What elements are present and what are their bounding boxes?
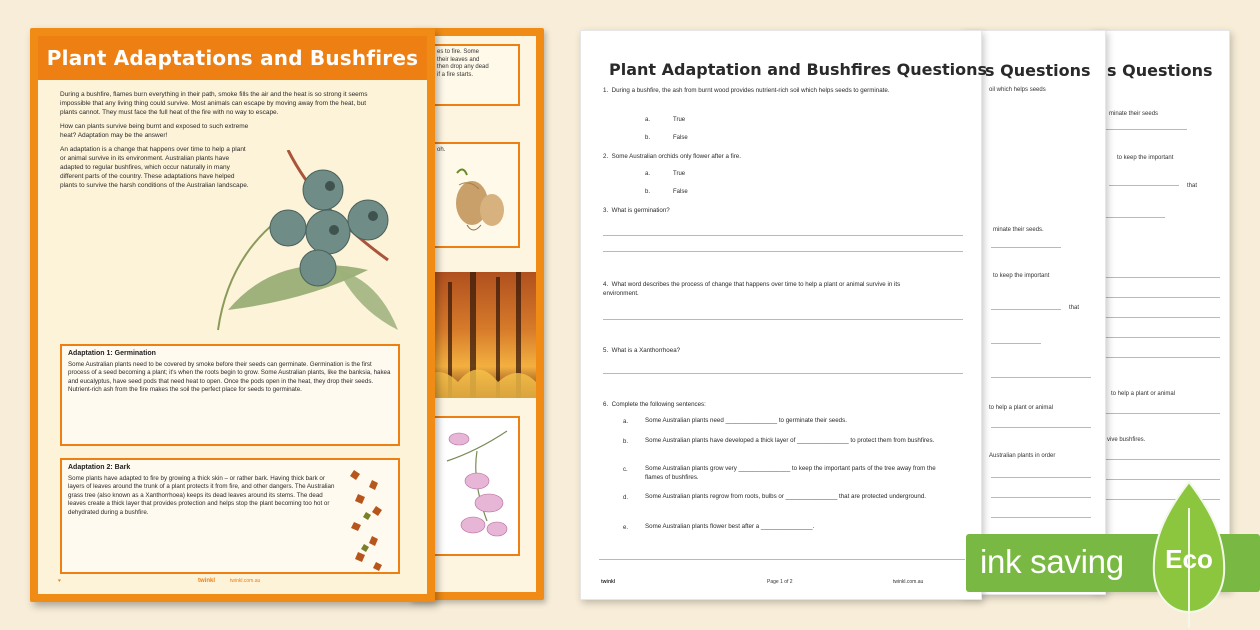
- page-number: Page 1 of 2: [767, 579, 793, 585]
- question-text: What is a Xanthorrhoea?: [611, 347, 681, 354]
- page2-text-line: their leaves and: [437, 56, 480, 63]
- footer-divider: [599, 559, 965, 560]
- question-1: [603, 87, 903, 96]
- sentence-d: Some Australian plants regrow from roots, bulbs or _______________ that are protected underground.: [645, 493, 927, 500]
- answer-line: [1105, 317, 1220, 318]
- question-number: 5.: [603, 347, 609, 354]
- answer-line: [1105, 357, 1220, 358]
- worksheet-body: [38, 80, 427, 594]
- fragment-text: to help a plant or animal: [989, 405, 1054, 411]
- worksheet-page-2-body: [418, 36, 536, 592]
- answer-line: [991, 517, 1091, 518]
- answer-line[interactable]: [603, 373, 963, 374]
- adaptation-1-box: [60, 344, 400, 446]
- page2-fire-forest-image: [418, 272, 536, 398]
- fragment-text: Australian plants in order: [989, 453, 1056, 459]
- option-true[interactable]: True: [673, 117, 686, 123]
- burning-trees-icon: [418, 272, 536, 398]
- adaptation-2-box: [60, 458, 400, 574]
- question-text: Some Australian orchids only flower after a fire.: [611, 153, 741, 160]
- questions-page-2-title: s Questions: [985, 61, 1091, 80]
- eco-label: Eco: [1165, 544, 1213, 574]
- footer-brand: twinkl: [198, 578, 216, 584]
- answer-line: [1109, 185, 1179, 186]
- orchid-illustration-icon: [437, 421, 520, 553]
- sentence-letter: c.: [623, 467, 628, 473]
- fragment-text: to help a plant or animal: [1111, 391, 1176, 397]
- question-6: [603, 401, 923, 410]
- answer-line: [1105, 217, 1165, 218]
- intro-paragraph: An adaptation is a change that happens over time to help a plant or animal survive in its environment. Australian plants have adapted to regular bushfires, which occur naturally in many different parts of the country. These adaptations have helped plants to survive the harsh conditions of the Australian landscape.: [60, 146, 249, 189]
- answer-line[interactable]: [603, 235, 963, 236]
- option-letter: a.: [645, 171, 651, 177]
- footer-url: twinkl.com.au: [230, 578, 261, 584]
- answer-line: [1103, 129, 1187, 130]
- question-3: [603, 207, 923, 216]
- adaptation-1-text: Some Australian plants need to be covered by smoke before their seeds can germinate. Germination is the first process of a seed becoming a plant; it's when the roots begin to grow. Some Australian plants, like the banksia, hakea and eucalyptus, have seed pods that need heat to open. Once the pods open in the heat, they drop their seeds. Nutrient-rich ash from the fire makes the soil the perfect place for seeds to germinate.: [68, 360, 391, 394]
- sentence-letter: a.: [623, 419, 629, 425]
- page2-bulb-box: [432, 142, 520, 248]
- answer-line: [1105, 459, 1220, 460]
- option-letter: b.: [645, 135, 651, 141]
- answer-line: [1105, 297, 1220, 298]
- option-false[interactable]: False: [673, 135, 688, 141]
- falling-leaves-icon: [346, 466, 388, 572]
- worksheet-page-1: [30, 28, 435, 602]
- sentence-a: Some Australian plants need _______________ to germinate their seeds.: [645, 417, 847, 424]
- ink-saving-label: ink saving: [980, 543, 1124, 580]
- sentence-c: Some Australian plants grow very _______________ to keep the important parts of the tree away from the flames of bushfires.: [645, 465, 936, 481]
- page2-text-line: oh.: [437, 147, 446, 153]
- fragment-text: that: [1187, 183, 1198, 189]
- page2-text-box-1: [432, 44, 520, 106]
- footer-url: twinkl.com.au: [893, 579, 924, 585]
- sentence-b: Some Australian plants have developed a thick layer of _______________ to protect them from bushfires.: [645, 437, 935, 444]
- question-text: What word describes the process of change that happens over time to help a plant or animal survive in its environment.: [603, 281, 901, 297]
- fragment-text: to keep the important: [993, 273, 1050, 279]
- adaptation-1-heading: Adaptation 1: Germination: [68, 350, 156, 357]
- answer-line: [1105, 413, 1220, 414]
- question-number: 1.: [603, 87, 609, 94]
- sentence-letter: e.: [623, 525, 629, 531]
- answer-line: [1105, 277, 1220, 278]
- gum-nut-illustration-icon: [208, 150, 408, 340]
- sentence-letter: d.: [623, 495, 629, 501]
- bulb-illustration-icon: [437, 155, 520, 245]
- question-2: [603, 153, 923, 162]
- question-number: 4.: [603, 281, 609, 288]
- answer-line: [991, 247, 1061, 248]
- question-number: 2.: [603, 153, 609, 160]
- fragment-text: vive bushfires.: [1107, 437, 1146, 443]
- option-letter: b.: [645, 189, 651, 195]
- intro-paragraph: How can plants survive being burnt and exposed to such extreme heat? Adaptation may be the answer!: [60, 123, 249, 139]
- intro-paragraph: During a bushfire, flames burn everything in their path, smoke fills the air and the heat is so strong it seems impossible that any living thing could survive. Most animals can escape by moving away from the heat, but plants cannot. They must face the full heat of the fire with no way to escape.: [60, 91, 368, 116]
- fragment-text: minate their seeds: [1109, 111, 1159, 117]
- option-letter: a.: [645, 117, 651, 123]
- fragment-text: to keep the important: [1117, 155, 1174, 161]
- option-false[interactable]: False: [673, 189, 688, 195]
- option-true[interactable]: True: [673, 171, 686, 177]
- answer-line: [991, 477, 1091, 478]
- answer-line[interactable]: [603, 251, 963, 252]
- fragment-text: minate their seeds.: [993, 227, 1044, 233]
- fragment-text: that: [1069, 305, 1080, 311]
- page2-orchid-box: [432, 416, 520, 556]
- question-text: What is germination?: [611, 207, 670, 214]
- fragment-text: oil which helps seeds: [989, 87, 1046, 93]
- questions-title: Plant Adaptation and Bushfires Questions: [609, 60, 988, 79]
- question-number: 6.: [603, 401, 609, 408]
- answer-line: [1105, 337, 1220, 338]
- questions-page-3-title: s Questions: [1107, 61, 1213, 80]
- question-4: [603, 281, 923, 298]
- questions-page-1: [580, 30, 988, 600]
- answer-line: [991, 497, 1091, 498]
- adaptation-2-text: Some plants have adapted to fire by growing a thick skin – or rather bark. Having thick bark or layers of leaves around the trunk of a plant protects it from fire, and other dangers. The Australian grass tree (also known as a Xanthorrhoea) keeps its dead leaves around its stems. The dead leaves create a thick layer that provides protection and helps stop the plant becoming too hot or dehydrated during a bushfire.: [68, 474, 335, 516]
- question-number: 3.: [603, 207, 609, 214]
- answer-line[interactable]: [603, 319, 963, 320]
- page2-text-line: if a fire starts.: [437, 71, 474, 78]
- question-text: Complete the following sentences:: [611, 401, 706, 408]
- sentence-e: Some Australian plants flower best after a _______________.: [645, 523, 815, 530]
- footer-heart-icon: ♥: [58, 578, 61, 584]
- footer-brand: twinkl: [601, 579, 616, 585]
- answer-line: [991, 427, 1091, 428]
- page2-text-line: es to fire. Some: [437, 49, 480, 55]
- answer-line: [991, 377, 1091, 378]
- question-text: During a bushfire, the ash from burnt wood provides nutrient-rich soil which helps seeds to germinate.: [611, 87, 890, 94]
- answer-line: [991, 343, 1041, 344]
- question-5: [603, 347, 923, 356]
- sentence-letter: b.: [623, 439, 629, 445]
- worksheet-title: Plant Adaptations and Bushfires: [38, 36, 427, 80]
- page2-text-line: then drop any dead: [437, 64, 489, 70]
- answer-line: [991, 309, 1061, 310]
- adaptation-2-heading: Adaptation 2: Bark: [68, 464, 131, 471]
